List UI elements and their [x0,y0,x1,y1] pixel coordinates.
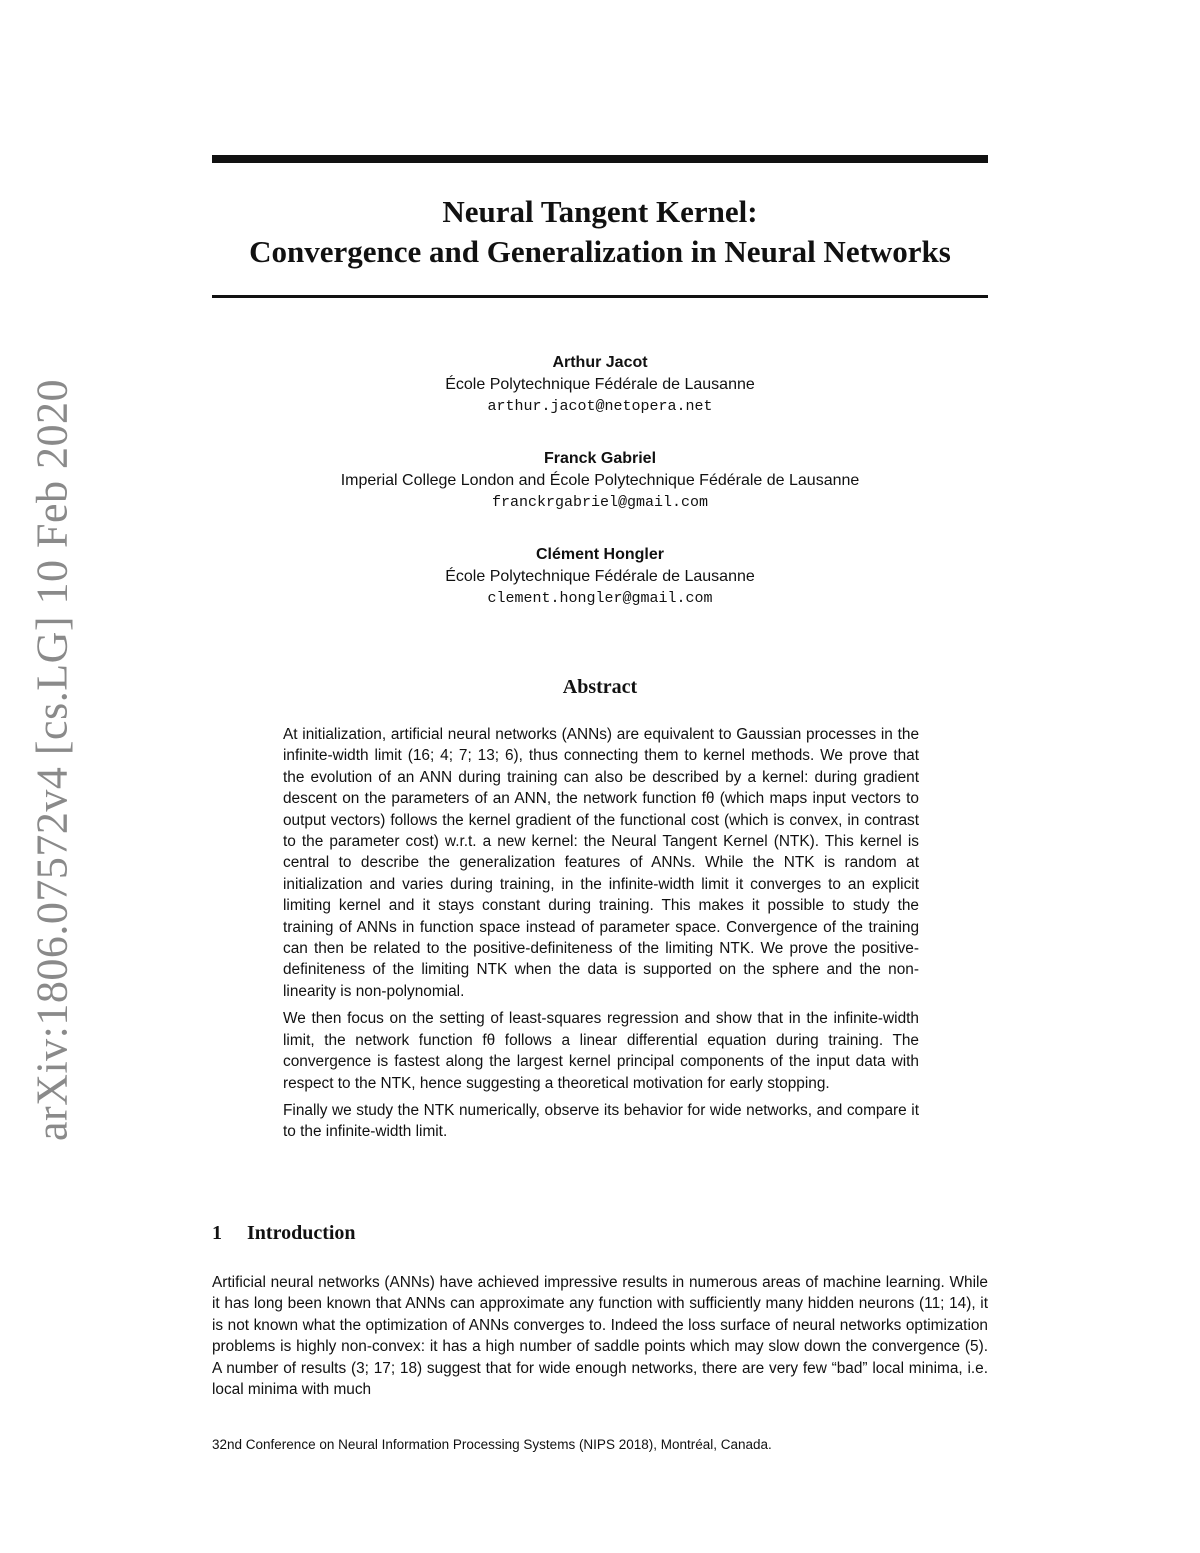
title-top-rule [212,155,988,163]
arxiv-identifier: arXiv:1806.07572v4 [cs.LG] 10 Feb 2020 [27,378,77,1142]
author-name: Clément Hongler [535,546,664,563]
title-bottom-rule [212,295,988,298]
abstract-paragraph-1: At initialization, artificial neural networks (ANNs) are equivalent to Gaussian processes in the infinite-width limit (16; 4; 7; 13; 6), thus connecting them to kernel methods. We prove that the evolution of an ANN during training can also be described by a kernel: during gradient descent on the parameters of an ANN, the network function fθ (which maps input vectors to output vectors) follows the kernel gradient of the functional cost (which is convex, in contrast to the parameter cost) w.r.t. a new kernel: the Neural Tangent Kernel (NTK). This kernel is central to describe the generalization features of ANNs. While the NTK is random at initialization and varies during training, in the infinite-width limit it converges to an explicit limiting kernel and it stays constant during training. This makes it possible to study the training of ANNs in function space instead of parameter space. Convergence of the training can then be related to the positive-definiteness of the limiting NTK. We prove the positive-definiteness of the limiting NTK when the data is supported on the sphere and the non-linearity is non-polynomial. [283,726,919,1000]
author-3 [212,544,988,610]
abstract-body [283,724,919,1149]
title-line-1: Neural Tangent Kernel: [442,194,758,229]
paper-title [212,192,988,272]
author-affiliation: Imperial College London and École Polytechnique Fédérale de Lausanne [340,472,860,489]
author-affiliation: École Polytechnique Fédérale de Lausanne [445,568,755,585]
section-number: 1 [212,1222,222,1244]
introduction-body [212,1272,988,1400]
author-block [212,352,988,640]
author-name: Arthur Jacot [552,354,648,371]
section-title: Introduction [247,1222,356,1244]
author-email: arthur.jacot@netopera.net [487,398,713,415]
author-2 [212,448,988,514]
author-email: franckrgabriel@gmail.com [491,494,709,511]
abstract-heading: Abstract [562,676,638,698]
abstract-paragraph-3: Finally we study the NTK numerically, observe its behavior for wide networks, and compare it to the infinite-width limit. [283,1101,919,1141]
conference-footnote: 32nd Conference on Neural Information Processing Systems (NIPS 2018), Montréal, Canada. [212,1437,772,1452]
author-affiliation: École Polytechnique Fédérale de Lausanne [445,376,755,393]
author-1 [212,352,988,418]
introduction-paragraph: Artificial neural networks (ANNs) have achieved impressive results in numerous areas of machine learning. While it has long been known that ANNs can approximate any function with sufficiently many hidden neurons (11; 14), it is not known what the optimization of ANNs converges to. Indeed the loss surface of neural networks optimization problems is highly non-convex: it has a high number of saddle points which may slow down the convergence (5). A number of results (3; 17; 18) suggest that for wide enough networks, there are very few “bad” local minima, i.e. local minima with much [212,1274,988,1399]
arxiv-stamp [22,378,82,1142]
title-line-2: Convergence and Generalization in Neural Networks [249,234,951,269]
author-name: Franck Gabriel [543,450,657,467]
section-heading-introduction [212,1222,988,1245]
abstract-paragraph-2: We then focus on the setting of least-squares regression and show that in the infinite-width limit, the network function fθ follows a linear differential equation during training. The convergence is fastest along the largest kernel principal components of the input data with respect to the NTK, hence suggesting a theoretical motivation for early stopping. [283,1010,919,1092]
author-email: clement.hongler@gmail.com [487,590,713,607]
